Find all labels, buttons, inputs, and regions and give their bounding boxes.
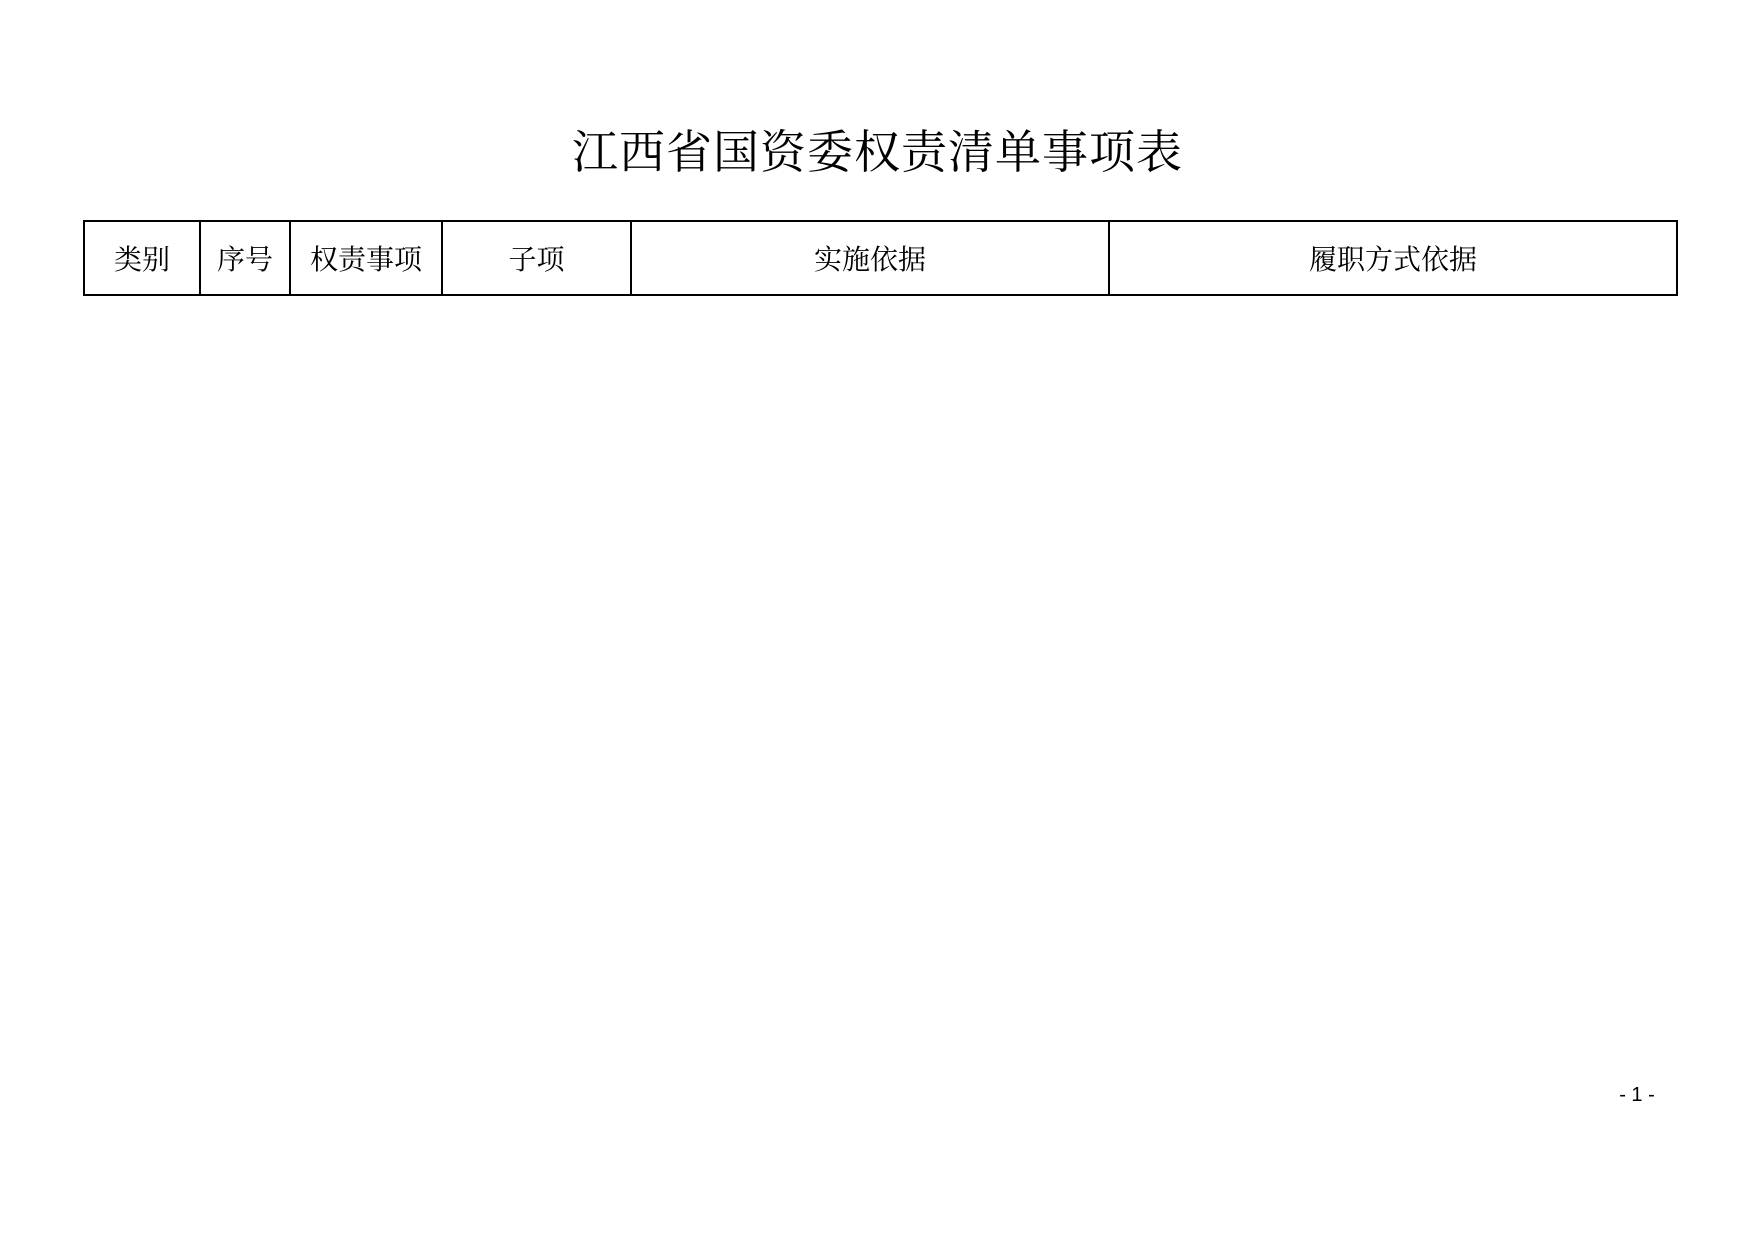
- col-header-responsibility-item: 权责事项: [290, 221, 442, 295]
- col-header-category: 类别: [84, 221, 200, 295]
- table-header-row: [84, 221, 1677, 295]
- col-header-sub-item: 子项: [442, 221, 631, 295]
- col-header-implementation-basis: 实施依据: [631, 221, 1109, 295]
- responsibility-list-table: [83, 220, 1678, 296]
- col-header-serial-number: 序号: [200, 221, 290, 295]
- col-header-performance-method-basis: 履职方式依据: [1109, 221, 1677, 295]
- document-title: 江西省国资委权责清单事项表: [572, 125, 1183, 179]
- page-number: - 1 -: [1619, 1084, 1655, 1106]
